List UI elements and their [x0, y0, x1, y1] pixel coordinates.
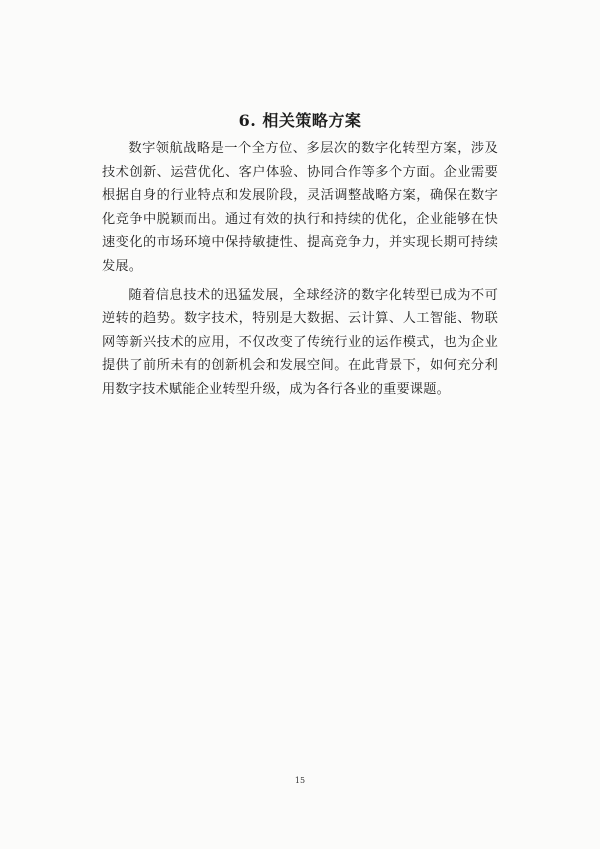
paragraph-digital-background: 随着信息技术的迅猛发展，全球经济的数字化转型已成为不可逆转的趋势。数字技术，特别是大数据、云计算、人工智能、物联网等新兴技术的应用，不仅改变了传统行业的运作模式，也为企业提供了前所未有的创新机会和发展空间。在此背景下，如何充分利用数字技术赋能企业转型升级，成为各行各业的重要课题。	[102, 287, 498, 397]
section-heading: 6. 相关策略方案	[238, 111, 362, 130]
paragraph-strategy-overview: 数字领航战略是一个全方位、多层次的数字化转型方案，涉及技术创新、运营优化、客户体验、协同合作等多个方面。企业需要根据自身的行业特点和发展阶段，灵活调整战略方案，确保在数字化竞争中脱颖而出。通过有效的执行和持续的优化，企业能够在快速变化的市场环境中保持敏捷性、提高竞争力，并实现长期可持续发展。	[102, 141, 498, 274]
body-text	[102, 137, 498, 407]
page-number: 15	[294, 776, 306, 785]
